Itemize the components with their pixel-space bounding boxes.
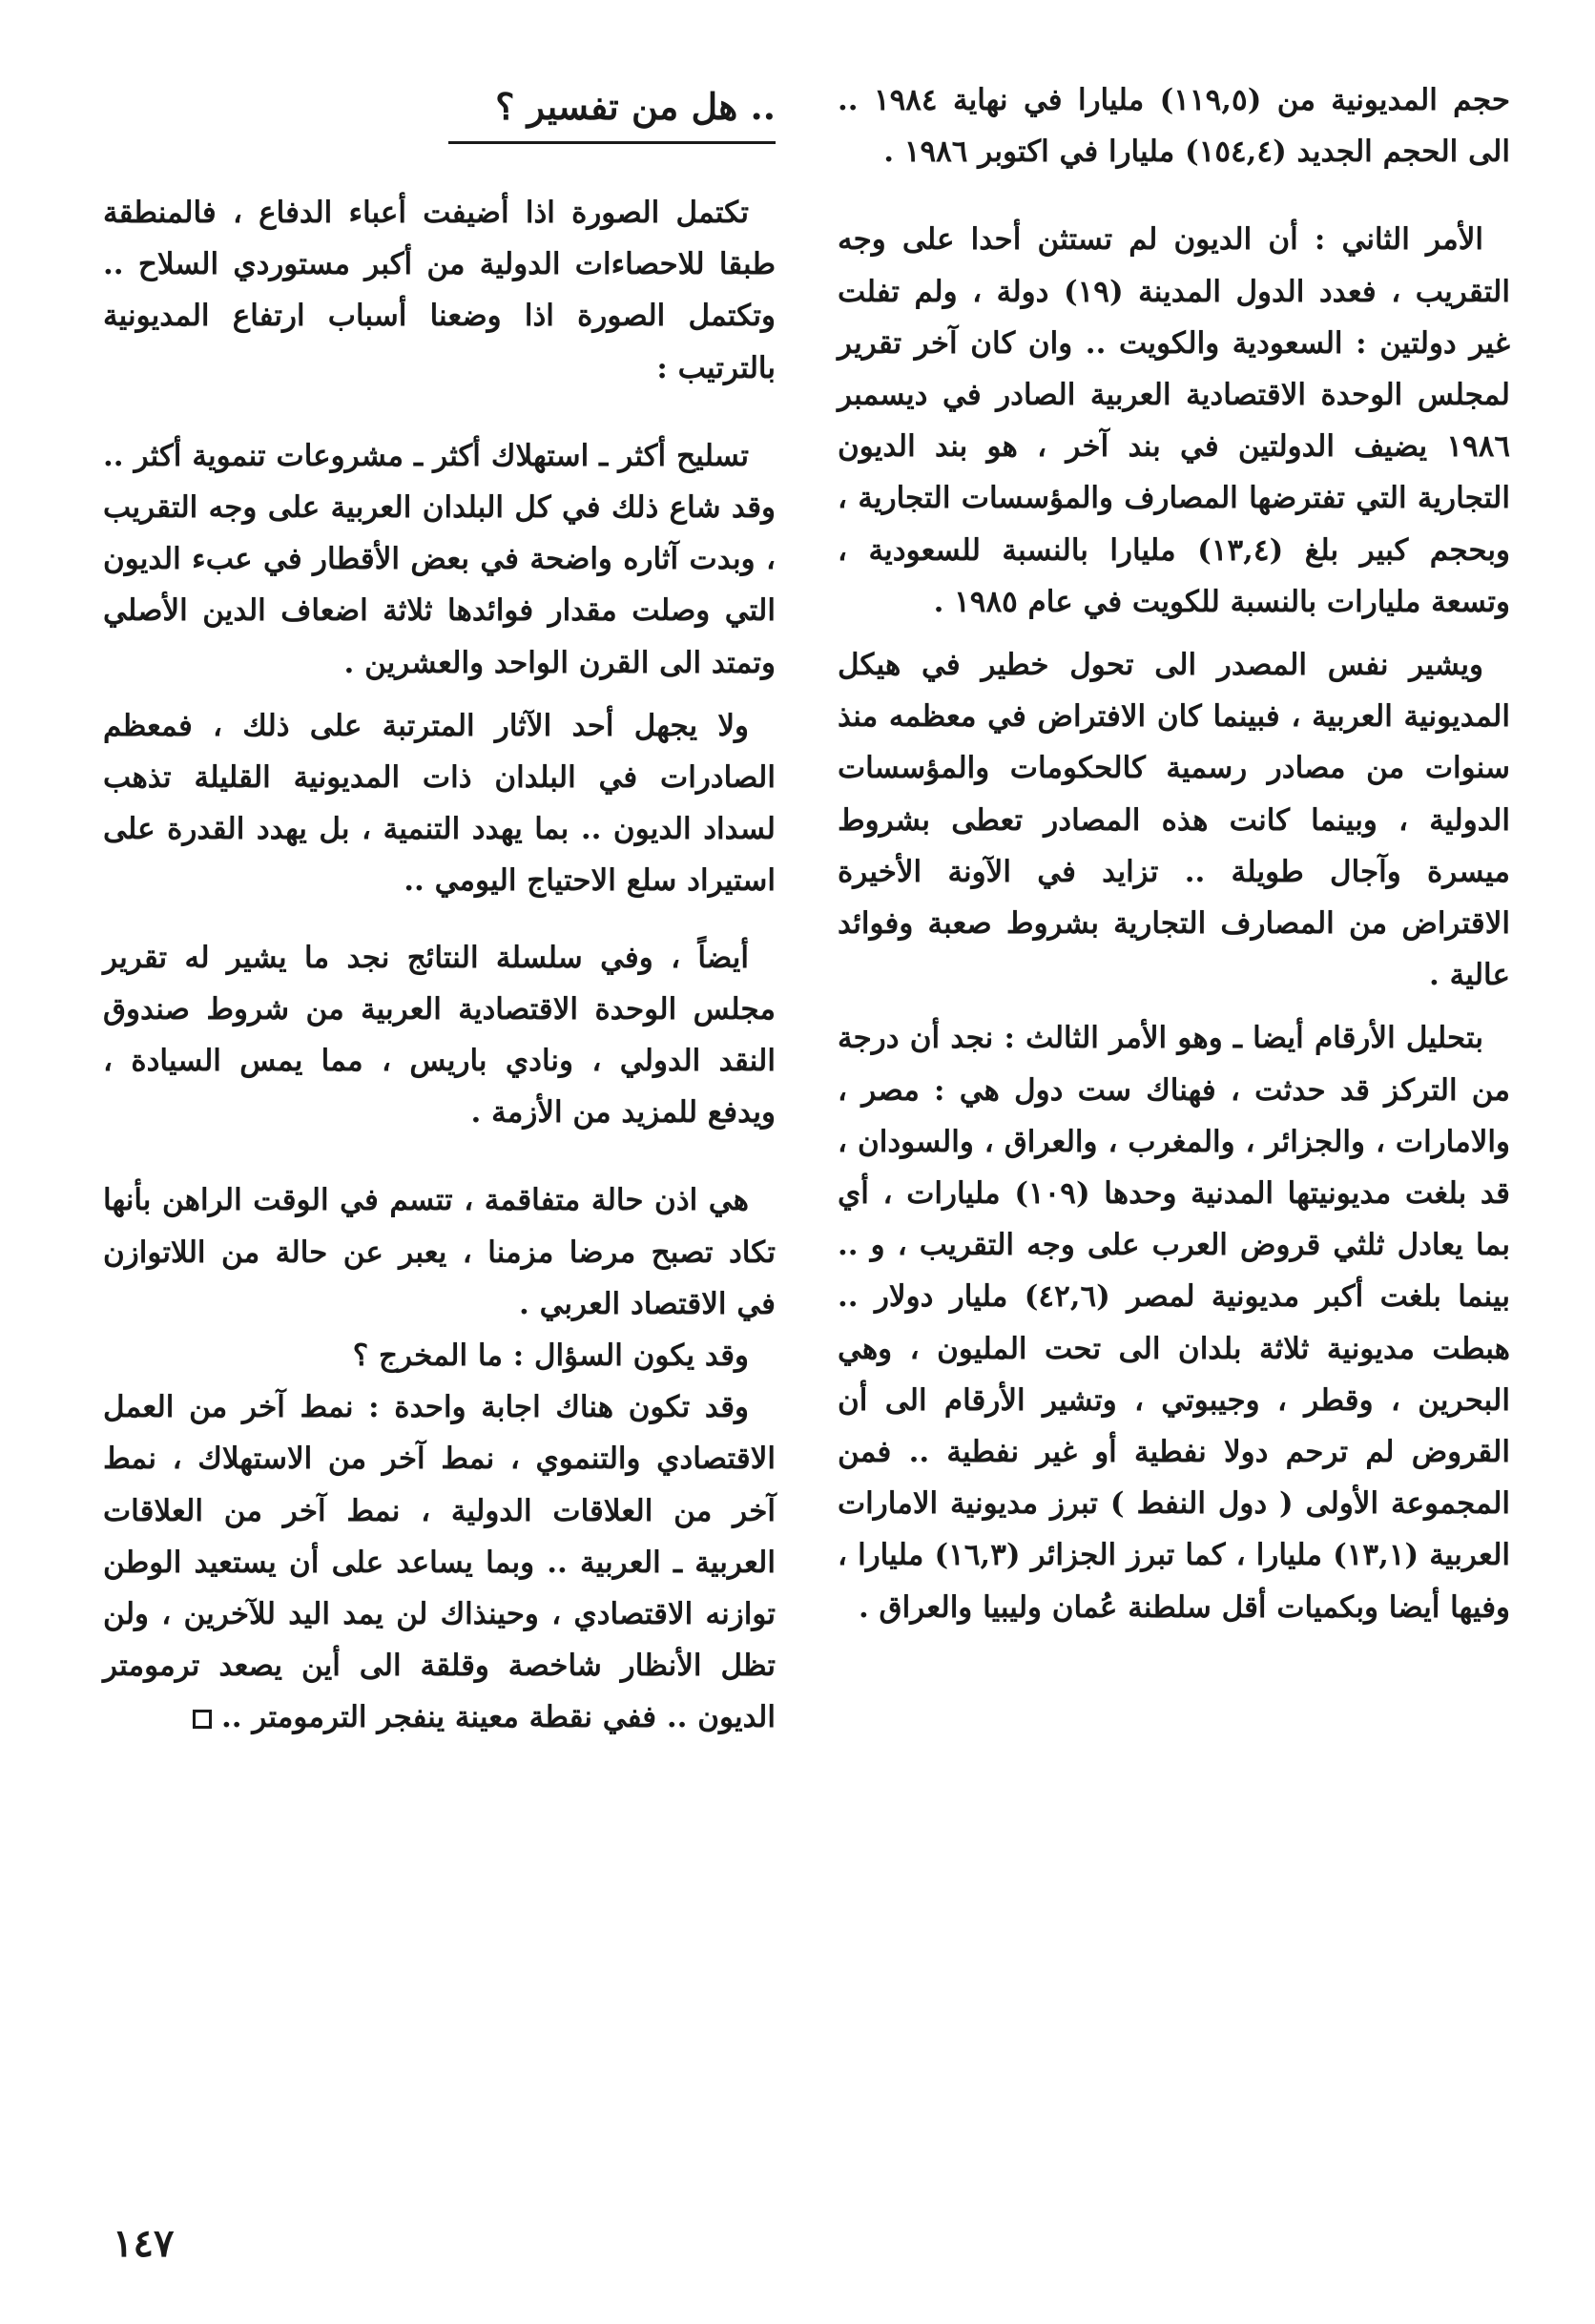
paragraph-structural-shift: ويشير نفس المصدر الى تحول خطير في هيكل المديونية العربية ، فبينما كان الافتراض في معظمه منذ سنوات من مصادر رسمية كالحكومات والمؤسسات الدولية ، وبينما كانت هذه المصادر تعطى بشروط ميسرة وآجال طويلة .. تزايد في الآونة الأخيرة الاقتراض من المصارف التجارية بشروط صعبة وفوائد عالية . xyxy=(838,648,1510,993)
paragraph-second-matter: الأمر الثاني : أن الديون لم تستثن أحدا على وجه التقريب ، فعدد الدول المدينة (١٩) دولة ، ولم تفلت غير دولتين : السعودية والكويت .. وان كان آخر تقرير لمجلس الوحدة الاقتصادية العربية الصادر في ديسمبر ١٩٨٦ يضيف الدولتين في بند آخر ، هو بند الديون التجارية التي تفترضها المصارف والمؤسسات التجارية ، وبحجم كبير بلغ (١٣,٤) مليارا بالنسبة للسعودية ، وتسعة مليارات بالنسبة للكويت في عام ١٩٨٥ . xyxy=(838,222,1510,619)
left-column xyxy=(103,187,776,1744)
paragraph-debt-volume: حجم المديونية من (١١٩,٥) مليارا في نهاية ١٩٨٤ .. الى الحجم الجديد (١٥٤,٤) مليارا في اكتوبر ١٩٨٦ . xyxy=(838,83,1510,170)
paragraph-answer-text: وقد تكون هناك اجابة واحدة : نمط آخر من العمل الاقتصادي والتنموي ، نمط آخر من الاستهلاك ، نمط آخر من العلاقات الدولية ، نمط آخر من العلاقات العربية ـ العربية .. وبما يساعد على أن يستعيد الوطن توازنه الاقتصادي ، وحينذاك لن يمد اليد للآخرين ، ولن تظل الأنظار شاخصة وقلقة الى أين يصعد ترمومتر الديون .. ففي نقطة معينة ينفجر الترمومتر .. xyxy=(103,1390,776,1735)
paragraph-answer xyxy=(103,1381,776,1743)
paragraph-consequences: ولا يجهل أحد الآثار المترتبة على ذلك ، فمعظم الصادرات في البلدان ذات المديونية القليلة تذهب لسداد الديون .. بما يهدد التنمية ، بل يهدد القدرة على استيراد سلع الاحتياج اليومي .. xyxy=(103,708,776,899)
paragraph-third-matter: بتحليل الأرقام أيضا ـ وهو الأمر الثالث : نجد أن درجة من التركز قد حدثت ، فهناك ست دول هي : مصر ، والامارات ، والجزائر ، والمغرب ، والعراق ، والسودان ، قد بلغت مديونيتها المدنية وحدها (١٠٩) مليارات ، أي بما يعادل ثلثي قروض العرب على وجه التقريب ، و .. بينما بلغت أكبر مديونية لمصر (٤٢,٦) مليار دولار .. هبطت مديونية ثلاثة بلدان الى تحت المليون ، وهي البحرين ، وقطر ، وجيبوتي ، وتشير الأرقام الى أن القروض لم ترحم دولا نفطية أو غير نفطية .. فمن المجموعة الأولى ( دول النفط ) تبرز مديونية الامارات العربية (١٣,١) مليارا ، كما تبرز الجزائر (١٦,٣) مليارا ، وفيها أيضا وبكميات أقل سلطنة عُمان وليبيا والعراق . xyxy=(838,1021,1511,1625)
page-number: ١٤٧ xyxy=(113,2221,175,2266)
paragraph-more-armament: تسليح أكثر ـ استهلاك أكثر ـ مشروعات تنموية أكثر .. وقد شاع ذلك في كل البلدان العربية على وجه التقريب ، وبدت آثاره واضحة في بعض الأقطار في عبء الديون التي وصلت مقدار فوائدها ثلاثة اضعاف الدين الأصلي وتمتد الى القرن الواحد والعشرين . xyxy=(103,438,776,680)
right-column xyxy=(838,74,1510,1633)
paragraph-imf-conditions: أيضاً ، وفي سلسلة النتائج نجد ما يشير له تقرير مجلس الوحدة الاقتصادية العربية من شروط صندوق النقد الدولي ، ونادي باريس ، مما يمس السيادة ، ويدفع للمزيد من الأزمة . xyxy=(103,940,776,1131)
paragraph-chronic-condition: هي اذن حالة متفاقمة ، تتسم في الوقت الراهن بأنها تكاد تصبح مرضا مزمنا ، يعبر عن حالة من اللاتوازن في الاقتصاد العربي . xyxy=(103,1183,776,1321)
paragraph-question: وقد يكون السؤال : ما المخرج ؟ xyxy=(352,1338,749,1374)
paragraph-defense-burden: تكتمل الصورة اذا أضيفت أعباء الدفاع ، فالمنطقة طبقا للاحصاءات الدولية من أكبر مستوردي السلاح .. وتكتمل الصورة اذا وضعنا أسباب ارتفاع المديونية بالترتيب : xyxy=(103,196,776,385)
section-heading: .. هل من تفسير ؟ xyxy=(448,78,776,144)
end-of-article-square-icon xyxy=(193,1710,212,1729)
